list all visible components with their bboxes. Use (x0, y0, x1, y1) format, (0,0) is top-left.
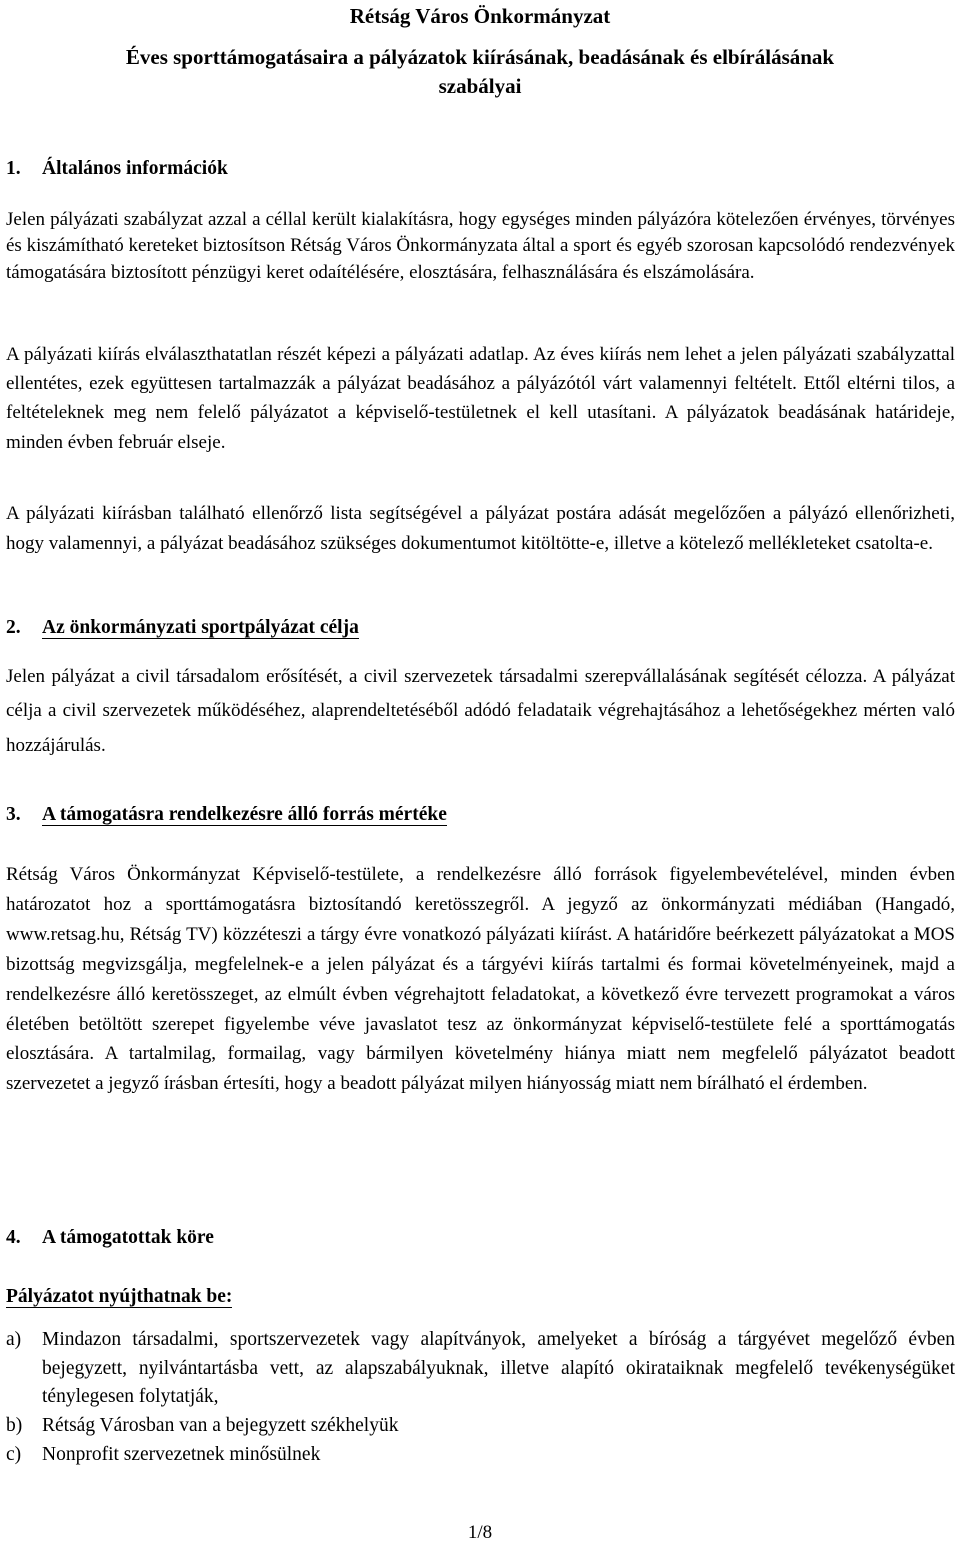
section-1-paragraph-2: A pályázati kiírás elválaszthatatlan részét képezi a pályázati adatlap. Az éves kiírás nem lehet a jelen pályázati szabályzattal ellentétes, ezek együttesen tartalmazzák a pályázat beadásához a pályázótól várt valamennyi feltételt. Ettől eltérni tilos, a feltételeknek meg nem felelő pályázatot a képviselő-testületnek el kell utasítani. A pályázatok beadásának határideje, minden évben február elseje. (6, 344, 955, 453)
section-2-number: 2. (6, 617, 21, 638)
list-item-label: a) (6, 1329, 22, 1350)
section-3-number: 3. (6, 804, 21, 825)
section-1-number: 1. (6, 158, 21, 179)
list-item (6, 1326, 955, 1412)
section-2-heading (6, 617, 359, 639)
section-4-subheading (6, 1286, 232, 1308)
title-line-2: Éves sporttámogatásaira a pályázatok kiírásának, beadásának és elbírálásának (125, 45, 835, 69)
section-1-paragraph-1: Jelen pályázati szabályzat azzal a céllal került kialakításra, hogy egységes minden pályázóra kötelezően érvényes, törvényes és kiszámítható kereteket biztosítson Rétság Város Önkormányzata által a sport és egyéb szorosan kapcsolódó rendezvények támogatására biztosított pénzügyi keret odaítélésére, elosztására, felhasználására és elszámolására. (6, 209, 955, 283)
list-item (6, 1412, 955, 1441)
section-3-heading (6, 804, 447, 826)
section-4-subheading-text: Pályázatot nyújthatnak be: (6, 1286, 233, 1307)
document-title (0, 2, 960, 101)
section-2-paragraph-1: Jelen pályázat a civil társadalom erősítését, a civil szervezetek társadalmi szerepvállalásának segítését célozza. A pályázat célja a civil szervezetek működéséhez, alaprendeltetéséből adódó feladataik végrehajtásához a lehetőségekhez mérten való hozzájárulás. (6, 666, 955, 756)
section-1-heading (6, 158, 228, 180)
list-item-text: Mindazon társadalmi, sportszervezetek vagy alapítványok, amelyeket a bíróság a tárgyévet megelőző évben bejegyzett, nyilvántartásba vett, az alapszabályuknak, illetve alapító okirataiknak megfelelő tevékenységüket ténylegesen folytatják, (42, 1329, 955, 1407)
section-1-paragraph-3: A pályázati kiírásban található ellenőrző lista segítségével a pályázat postára adását megelőzően a pályázó ellenőrizheti, hogy valamennyi, a pályázat beadásához szükséges dokumentumot kitöltötte-e, illetve a kötelező mellékleteket csatolta-e. (6, 503, 955, 554)
section-3-paragraph-1: Rétság Város Önkormányzat Képviselő-testülete, a rendelkezésre álló források figyelembevételével, minden évben határozatot hoz a sporttámogatásra biztosítandó keretösszegről. A jegyző az önkormányzati médiában (Hangadó, www.retsag.hu, Rétság TV) közzéteszi a tárgy évre vonatkozó pályázati kiírást. A határidőre beérkezett pályázatokat a MOS bizottság megvizsgálja, megfelelnek-e a jelen pályázat és a tárgyévi kiírás tartalmi és formai követelményeinek, majd a rendelkezésre álló keretösszeget, az elmúlt évben végrehajtott feladatokat, a következő évre tervezett programokat a város életében betöltött szerepet figyelembe véve javaslatot tesz az önkormányzat képviselő-testülete felé a sporttámogatás elosztására. A tartalmilag, formailag, vagy bármilyen követelmény hiánya miatt nem megfelelő pályázatot beadott szervezetet a jegyző írásban értesíti, hogy a beadott pályázat milyen hiányosság miatt nem bírálható el érdemben. (6, 864, 955, 1095)
title-line-3: szabályai (438, 74, 522, 98)
list-item-text: Rétság Városban van a bejegyzett székhelyük (42, 1415, 399, 1436)
list-item (6, 1441, 955, 1470)
list-item-label: c) (6, 1444, 22, 1465)
list-item-text: Nonprofit szervezetnek minősülnek (42, 1444, 321, 1465)
section-4-heading (6, 1227, 214, 1249)
section-2-title: Az önkormányzati sportpályázat célja (42, 617, 359, 638)
list-item-label: b) (6, 1415, 23, 1436)
page-number: 1/8 (467, 1522, 493, 1543)
section-1-title: Általános információk (42, 158, 228, 179)
section-4-number: 4. (6, 1227, 21, 1248)
title-line-1: Rétság Város Önkormányzat (349, 4, 611, 28)
section-4-title: A támogatottak köre (42, 1227, 214, 1248)
section-3-title: A támogatásra rendelkezésre álló forrás mértéke (42, 804, 447, 825)
